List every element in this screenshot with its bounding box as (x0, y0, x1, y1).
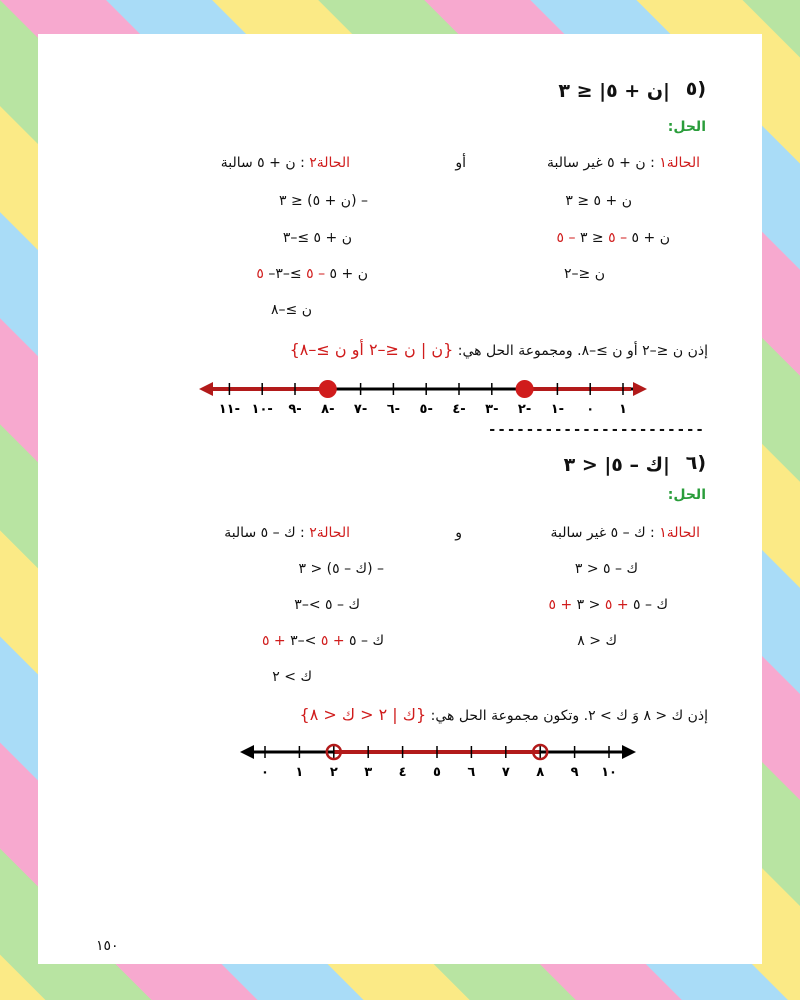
tick-label-6: ١٠ (601, 765, 617, 780)
tick-label-6: ٦ (467, 765, 476, 780)
case2-text: : ن + ٥ سالبة (220, 155, 310, 171)
case1-line2: ن + ٥ – ٥ ≤ ٣ – ٥ (556, 230, 670, 246)
number-line-6 (238, 738, 638, 786)
case1-heading: الحالة١ : ك – ٥ غير سالبة (550, 525, 700, 541)
right-arrow-5 (633, 382, 647, 396)
tick-label-5: ١- (550, 402, 565, 417)
page-number: ١٥٠ (96, 938, 119, 954)
case1-text: : ن + ٥ غير سالبة (547, 155, 660, 171)
case2-line4: ن ≥–٨ (271, 302, 312, 318)
case2-line3: ك – ٥ + ٥ >–٣ + ٥ (261, 633, 384, 649)
conclusion-5: إذن ن ≤–٢ أو ن ≥–٨. ومجموعة الحل هي: {ن | ن ≤–٢ أو ن ≥–٨} (289, 340, 708, 359)
problem-6-statement: |ك – ٥| < ٣ (563, 454, 670, 476)
tick-label-6: ٤ (398, 765, 407, 780)
tick-label-5: ٦- (386, 402, 401, 417)
connector-or: أو (455, 155, 466, 171)
tick-label-6: ٧ (501, 765, 510, 780)
tick-label-5: ٢- (517, 402, 532, 417)
tick-label-6: ٥ (433, 765, 441, 780)
problem-6-number: ٦) (685, 452, 706, 474)
tick-label-5: ٧- (353, 402, 368, 417)
tick-label-5: ٥- (419, 402, 433, 417)
tick-label-6: ٠ (261, 765, 269, 780)
solution-label: الحل: (667, 119, 706, 135)
case1-line1: ن + ٥ ≤ ٣ (565, 193, 632, 209)
tick-label-5: ١ (619, 402, 627, 417)
tick-label-6: ١ (295, 765, 304, 780)
conclusion-6: إذن ك < ٨ وَ ك > ٢. وتكون مجموعة الحل هي: {ك | ٢ < ك < ٨} (299, 705, 708, 724)
worksheet-page (38, 34, 762, 964)
tick-label-5: ١٠- (251, 402, 273, 417)
tick-label-6: ٨ (536, 765, 545, 780)
case1-heading (547, 155, 700, 171)
case2-line3: ن + ٥ – ٥ ≥–٣– ٥ (256, 266, 368, 282)
solution-set-5: {ن | ن ≤–٢ أو ن ≥–٨} (289, 340, 454, 359)
case2-line2: ك – ٥ >–٣ (294, 597, 360, 613)
left-arrow-6 (240, 745, 254, 759)
case2-line4: ك > ٢ (272, 669, 312, 685)
separator-dashes: ----------------------- (488, 422, 705, 438)
tick-label-6: ٩ (570, 765, 579, 780)
number-line-5 (195, 372, 655, 420)
tick-label-6: ٢ (329, 765, 338, 780)
problem-5-number: ٥) (685, 78, 706, 100)
tick-label-5: ٨- (321, 402, 335, 417)
case1-line1: ك – ٥ < ٣ (574, 561, 638, 577)
case1-line2: ك – ٥ + ٥ < ٣ + ٥ (548, 597, 668, 613)
case1-line3: ك < ٨ (577, 633, 617, 649)
solution-label: الحل: (667, 487, 706, 503)
case2-line1: – (ن + ٥) ≤ ٣ (279, 193, 368, 209)
case1-label: الحالة١ (659, 155, 700, 171)
tick-label-5: ٩- (288, 402, 302, 417)
solution-set-6: {ك | ٢ < ك < ٨} (299, 705, 427, 724)
tick-label-6: ٣ (364, 765, 373, 780)
left-arrow-5 (199, 382, 213, 396)
case2-line1: – (ك – ٥) < ٣ (298, 561, 384, 577)
tick-label-5: ٣- (485, 402, 499, 417)
case2-line2: ن + ٥ ≥–٣ (282, 230, 352, 246)
tick-label-5: ٠ (586, 402, 595, 417)
closed-point-5 (516, 380, 534, 398)
right-arrow-6 (622, 745, 636, 759)
tick-label-5: ٤- (452, 402, 466, 417)
case1-line3: ن ≤–٢ (564, 266, 605, 282)
case2-heading (221, 155, 350, 171)
case2-heading: الحالة٢ : ك – ٥ سالبة (224, 525, 350, 541)
closed-point-5 (319, 380, 337, 398)
case2-label: الحالة٢ (309, 155, 350, 171)
connector-and: و (455, 525, 462, 541)
problem-5-statement: |ن + ٥| ≤ ٣ (558, 80, 670, 102)
tick-label-5: ١١- (218, 402, 241, 417)
